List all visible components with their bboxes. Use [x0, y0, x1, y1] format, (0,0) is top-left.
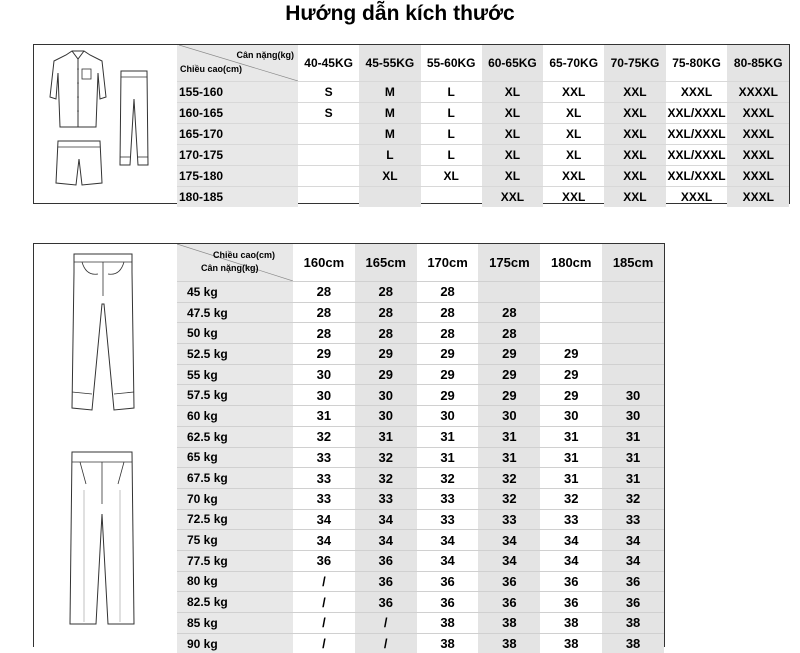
table2-cell: 31 — [417, 447, 479, 468]
table2-cell: 31 — [602, 468, 664, 489]
table2-cell: / — [355, 613, 417, 634]
table2-row — [177, 344, 664, 365]
table2-row — [177, 468, 664, 489]
table1-cell: XXL — [604, 103, 665, 124]
table1-cell: XXL — [543, 82, 604, 103]
table2-cell — [602, 364, 664, 385]
table2-cell: 34 — [540, 550, 602, 571]
table2-row — [177, 509, 664, 530]
table1-col-header: 40-45KG — [304, 56, 353, 70]
table1-row-label: 155-160 — [177, 82, 298, 103]
table2-cell: 29 — [417, 385, 479, 406]
table2-row — [177, 282, 664, 303]
table2-cell: 38 — [478, 633, 540, 653]
table2-cell: 32 — [355, 447, 417, 468]
table2-cell: 38 — [417, 613, 479, 634]
table1-col-header: 75-80KG — [672, 56, 721, 70]
table2-cell — [540, 323, 602, 344]
table2-cell: 34 — [355, 530, 417, 551]
table2-row-label: 60 kg — [177, 406, 293, 427]
table2-cell: 36 — [602, 571, 664, 592]
table2-cell: 33 — [293, 447, 355, 468]
table2-cell: 34 — [602, 530, 664, 551]
table2-row-label: 52.5 kg — [177, 344, 293, 365]
table1-cell: XXL — [604, 145, 665, 166]
table1-cell: XXXL — [727, 166, 789, 187]
table2-cell: 31 — [293, 406, 355, 427]
table1-cell: XL — [482, 166, 543, 187]
table2-row-label: 90 kg — [177, 633, 293, 653]
table1-col-header: 60-65KG — [482, 45, 543, 82]
table1-cell: XXXXL — [727, 82, 789, 103]
table2-cell: / — [293, 613, 355, 634]
table1-cell: S — [298, 103, 359, 124]
table1-col-header: 65-70KG — [549, 56, 599, 70]
table1-cell: XL — [482, 124, 543, 145]
table2-cell: 34 — [478, 550, 540, 571]
table2-cell — [602, 302, 664, 323]
table2-cell: 31 — [478, 426, 540, 447]
table2-cell: 32 — [417, 468, 479, 489]
table2-cell: 31 — [478, 447, 540, 468]
table2-cell: 30 — [417, 406, 479, 427]
table2-row-label: 75 kg — [177, 530, 293, 551]
table2-cell: 36 — [540, 592, 602, 613]
table2-row — [177, 550, 664, 571]
table2-cell: 31 — [417, 426, 479, 447]
long-pants-illustration — [118, 69, 150, 169]
table2-cell: 29 — [355, 344, 417, 365]
table2-cell: 29 — [355, 364, 417, 385]
table2-cell — [602, 344, 664, 365]
table2-row — [177, 302, 664, 323]
table1-cell: M — [359, 103, 420, 124]
table2-cell: 28 — [417, 302, 479, 323]
table2-cell: 32 — [540, 488, 602, 509]
size-table-1 — [177, 45, 789, 207]
table2-cell: 34 — [602, 550, 664, 571]
table2-row — [177, 385, 664, 406]
table2-cell: 36 — [540, 571, 602, 592]
table2-row-label: 45 kg — [177, 282, 293, 303]
table1-cell: XXL/XXXL — [666, 145, 728, 166]
table2-cell: 33 — [417, 509, 479, 530]
table1-row-label: 180-185 — [177, 187, 298, 208]
table1-cell: XXXL — [666, 82, 728, 103]
table2-cell: 38 — [540, 613, 602, 634]
shirt-illustration — [48, 49, 108, 131]
table2-cell: 30 — [293, 364, 355, 385]
table1-cell: XL — [543, 124, 604, 145]
table2-cell: 33 — [355, 488, 417, 509]
table1-row-label: 165-170 — [177, 124, 298, 145]
table2-cell: 33 — [293, 468, 355, 489]
table2-col-header: 170cm — [427, 255, 468, 270]
table2-row — [177, 406, 664, 427]
table2-row-label: 85 kg — [177, 613, 293, 634]
table2-cell: 36 — [355, 592, 417, 613]
page-title: Hướng dẫn kích thước — [285, 2, 515, 25]
table2-cell: 38 — [478, 613, 540, 634]
table1-cell: L — [421, 82, 482, 103]
table2-cell: 28 — [355, 323, 417, 344]
table2-cell: 29 — [293, 344, 355, 365]
table2-cell: 30 — [602, 406, 664, 427]
table2-cell: 30 — [602, 385, 664, 406]
table2-cell: 30 — [355, 406, 417, 427]
table1-cell: XL — [543, 145, 604, 166]
table2-cell: 33 — [293, 488, 355, 509]
table1-row — [177, 166, 789, 187]
table2-row — [177, 488, 664, 509]
table2-cell: 36 — [355, 550, 417, 571]
table1-corner-header: Cân nặng(kg) Chiều cao(cm) — [177, 45, 298, 82]
table2-corner-header: Chiều cao(cm) Cân nặng(kg) — [177, 244, 293, 282]
table1-row — [177, 124, 789, 145]
table2-cell: 33 — [417, 488, 479, 509]
table2-cell: 29 — [478, 344, 540, 365]
table1-cell: XXL — [604, 82, 665, 103]
table1-cell — [298, 166, 359, 187]
table1-cell — [298, 187, 359, 208]
table2-col-header: 185cm — [602, 244, 664, 282]
table2-cell: 33 — [540, 509, 602, 530]
table2-cell: 29 — [540, 364, 602, 385]
table1-cell: XXXL — [727, 187, 789, 208]
table2-cell: 38 — [602, 633, 664, 653]
table2-cell: 28 — [293, 282, 355, 303]
table2-row — [177, 571, 664, 592]
table1-cell: XXL/XXXL — [666, 103, 728, 124]
table2-cell: 34 — [478, 530, 540, 551]
table2-cell: 36 — [602, 592, 664, 613]
table1-cell: XL — [421, 166, 482, 187]
table2-row-label: 67.5 kg — [177, 468, 293, 489]
table2-cell: 34 — [417, 530, 479, 551]
size-table-2 — [177, 244, 664, 653]
table2-cell: 36 — [417, 571, 479, 592]
table2-cell: 32 — [355, 468, 417, 489]
table1-cell: XXL — [543, 166, 604, 187]
table2-row-label: 62.5 kg — [177, 426, 293, 447]
table1-cell: XL — [359, 166, 420, 187]
table2-cell: / — [355, 633, 417, 653]
table2-cell: 28 — [417, 282, 479, 303]
table2-cell: 28 — [355, 302, 417, 323]
table1-row-label: 160-165 — [177, 103, 298, 124]
table1-row-label: 170-175 — [177, 145, 298, 166]
table1-col-header: 55-60KG — [426, 56, 476, 70]
table2-cell: 30 — [293, 385, 355, 406]
table1-cell: M — [359, 82, 420, 103]
table1-cell: XXXL — [727, 103, 789, 124]
table2-row-label: 77.5 kg — [177, 550, 293, 571]
table1-cell — [359, 187, 420, 208]
table1-cell — [421, 187, 482, 208]
table1-col-header: 80-85KG — [727, 45, 789, 82]
table1-cell: L — [421, 124, 482, 145]
jeans-illustration — [68, 252, 138, 412]
table2-row-label: 47.5 kg — [177, 302, 293, 323]
table2-cell: 36 — [293, 550, 355, 571]
table1-cell: XXL/XXXL — [666, 124, 728, 145]
table1-cell: XXXL — [727, 145, 789, 166]
table2-col-header: 165cm — [355, 244, 417, 282]
size-chart-table-2 — [33, 243, 665, 652]
table2-cell: 34 — [293, 530, 355, 551]
table1-cell: XL — [482, 103, 543, 124]
table2-cell: 36 — [478, 571, 540, 592]
table1-cell: S — [298, 82, 359, 103]
table2-row-label: 55 kg — [177, 364, 293, 385]
table2-row-label: 80 kg — [177, 571, 293, 592]
table2-row — [177, 364, 664, 385]
table1-cell: XXL — [482, 187, 543, 208]
table2-cell: 29 — [540, 344, 602, 365]
table2-cell: 28 — [355, 282, 417, 303]
table2-cell: 28 — [293, 302, 355, 323]
table1-cell — [298, 145, 359, 166]
table1-row — [177, 145, 789, 166]
table1-cell: XXXL — [727, 124, 789, 145]
table2-cell — [602, 282, 664, 303]
table1-cell: XXL — [604, 124, 665, 145]
table2-cell: / — [293, 633, 355, 653]
table2-cell: 29 — [540, 385, 602, 406]
table1-cell: XXL — [604, 187, 665, 208]
table2-cell: 31 — [540, 468, 602, 489]
table2-row-label: 57.5 kg — [177, 385, 293, 406]
dress-pants-illustration — [64, 450, 140, 626]
table2-cell: 28 — [417, 323, 479, 344]
table2-cell: 28 — [478, 302, 540, 323]
table2-row-label: 65 kg — [177, 447, 293, 468]
table2-cell: 32 — [478, 488, 540, 509]
table1-cell: L — [421, 103, 482, 124]
table2-cell: 29 — [478, 364, 540, 385]
table2-row — [177, 426, 664, 447]
table2-cell: 36 — [417, 592, 479, 613]
table1-cell: XL — [482, 82, 543, 103]
table2-cell: 33 — [478, 509, 540, 530]
table2-cell: 34 — [417, 550, 479, 571]
table1-cell: XXL — [604, 166, 665, 187]
table2-cell: 29 — [417, 364, 479, 385]
table2-cell — [540, 302, 602, 323]
table2-cell: 31 — [602, 426, 664, 447]
table2-cell: 33 — [602, 509, 664, 530]
table2-cell: 31 — [602, 447, 664, 468]
table2-cell: 30 — [540, 406, 602, 427]
table2-row — [177, 633, 664, 653]
table2-row — [177, 592, 664, 613]
table2-col-header: 160cm — [303, 255, 345, 270]
clothing-illustration-cell — [34, 45, 178, 203]
table1-cell: XXL/XXXL — [666, 166, 728, 187]
table1-cell: XXL — [543, 187, 604, 208]
table2-row — [177, 530, 664, 551]
table1-row-label: 175-180 — [177, 166, 298, 187]
table2-cell: 32 — [478, 468, 540, 489]
table2-cell: 29 — [417, 344, 479, 365]
table2-cell: 34 — [355, 509, 417, 530]
table2-row-label: 50 kg — [177, 323, 293, 344]
table2-cell: 28 — [478, 323, 540, 344]
table2-cell: 38 — [602, 613, 664, 634]
table2-row — [177, 447, 664, 468]
table1-cell: XXXL — [666, 187, 728, 208]
table1-cell — [298, 124, 359, 145]
table2-cell: 30 — [355, 385, 417, 406]
table1-cell: L — [421, 145, 482, 166]
size-chart-table-1 — [33, 44, 790, 204]
table2-row-label: 70 kg — [177, 488, 293, 509]
table2-cell: 36 — [478, 592, 540, 613]
trousers-illustration-cell — [34, 244, 178, 648]
table1-cell: XL — [543, 103, 604, 124]
table2-row-label: 82.5 kg — [177, 592, 293, 613]
table2-cell: 32 — [293, 426, 355, 447]
table2-cell: 34 — [540, 530, 602, 551]
table2-cell: 31 — [540, 426, 602, 447]
table2-cell: 31 — [355, 426, 417, 447]
table2-cell: 34 — [293, 509, 355, 530]
table2-cell — [478, 282, 540, 303]
table2-row — [177, 613, 664, 634]
table1-col-header: 45-55KG — [359, 45, 420, 82]
table1-cell: L — [359, 145, 420, 166]
table2-row — [177, 323, 664, 344]
table1-row — [177, 187, 789, 208]
table2-cell: / — [293, 592, 355, 613]
table1-row — [177, 82, 789, 103]
shorts-illustration — [54, 139, 104, 189]
table2-cell: 38 — [540, 633, 602, 653]
table2-cell: 30 — [478, 406, 540, 427]
table2-cell — [602, 323, 664, 344]
table2-col-header: 180cm — [550, 255, 592, 270]
table1-cell: M — [359, 124, 420, 145]
table2-cell: 38 — [417, 633, 479, 653]
table1-col-header: 70-75KG — [604, 45, 665, 82]
table2-row-label: 72.5 kg — [177, 509, 293, 530]
table2-col-header: 175cm — [478, 244, 540, 282]
table2-cell: 36 — [355, 571, 417, 592]
table2-cell: 29 — [478, 385, 540, 406]
table1-row — [177, 103, 789, 124]
table2-cell: 31 — [540, 447, 602, 468]
table2-cell: / — [293, 571, 355, 592]
table2-cell: 28 — [293, 323, 355, 344]
table2-cell: 32 — [602, 488, 664, 509]
table1-cell: XL — [482, 145, 543, 166]
table2-cell — [540, 282, 602, 303]
